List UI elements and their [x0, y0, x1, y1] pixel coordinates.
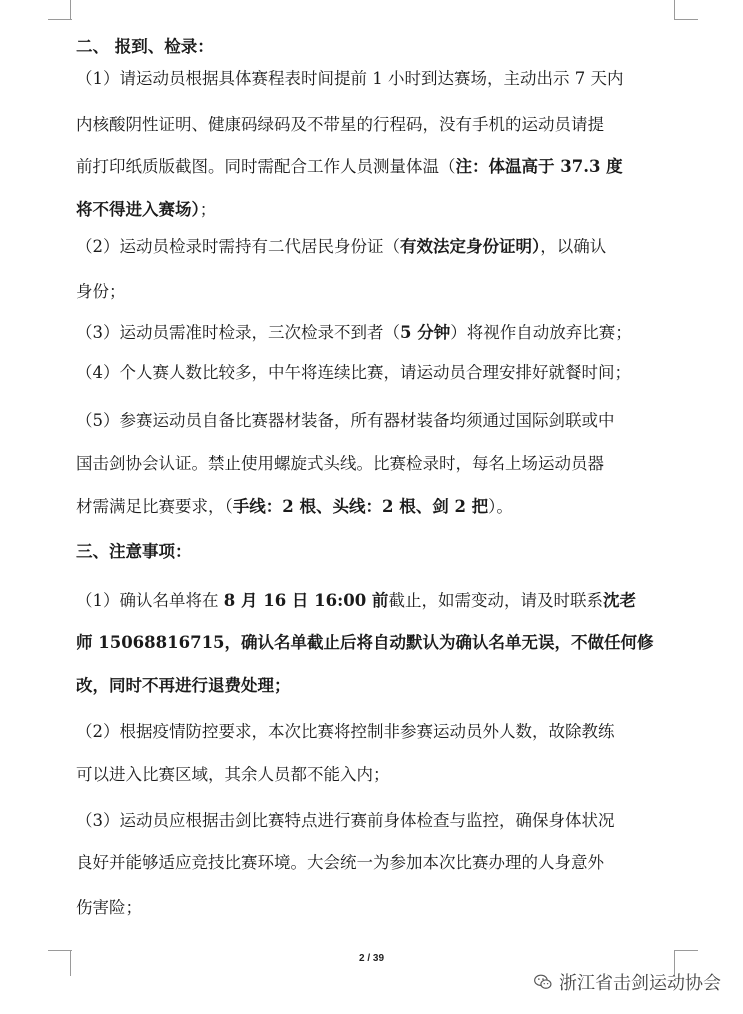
bold-text: 师 15068816715，确认名单截止后将自动默认为确认名单无误，不做任何修	[76, 633, 654, 652]
bold-text: 有效法定身份证明）	[400, 237, 541, 256]
text-run: （1）请运动员根据具体赛程表时间提前 1 小时到达赛场，主动出示 7 天内	[76, 69, 624, 88]
para-line	[76, 760, 676, 790]
para-line	[76, 449, 676, 479]
text-run: （2）根据疫情防控要求，本次比赛将控制非参赛运动员外人数，故除教练	[76, 722, 615, 741]
para-line	[76, 358, 676, 388]
para-line	[76, 195, 676, 225]
text-run: （3）运动员应根据击剑比赛特点进行赛前身体检查与监控，确保身体状况	[76, 811, 615, 830]
para-line	[76, 277, 676, 307]
text-run: 良好并能够适应竞技比赛环境。大会统一为参加本次比赛办理的人身意外	[76, 853, 604, 872]
text-run: ）将视作自动放弃比赛；	[450, 323, 632, 342]
bold-text: 8 月 16 日 16:00 前	[223, 591, 389, 610]
text-run: ，以确认	[540, 237, 607, 256]
text-run: 材需满足比赛要求，（	[76, 497, 233, 516]
bold-text: 三、注意事项：	[76, 542, 192, 561]
para-line	[76, 110, 676, 140]
wechat-icon	[533, 972, 553, 992]
para-line	[76, 492, 676, 522]
text-run: 截止，如需变动，请及时联系	[388, 591, 603, 610]
text-run: 身份；	[76, 282, 126, 301]
para-line	[76, 628, 676, 658]
text-run: （4）个人赛人数比较多，中午将连续比赛，请运动员合理安排好就餐时间；	[76, 363, 631, 382]
bold-text: 注：体温高于 37.3 度	[455, 157, 623, 176]
bold-text: 手线：2 根、头线：2 根、剑 2 把	[232, 497, 489, 516]
para-line	[76, 848, 676, 878]
para-line	[76, 232, 676, 262]
text-run: （2）运动员检录时需持有二代居民身份证（	[76, 237, 400, 256]
bold-text: 5 分钟	[400, 323, 451, 342]
text-run: 前打印纸质版截图。同时需配合工作人员测量体温（	[76, 157, 456, 176]
para-line	[76, 586, 676, 616]
text-run: （3）运动员需准时检录，三次检录不到者（	[76, 323, 400, 342]
para-line	[76, 893, 676, 923]
para-line	[76, 671, 676, 701]
para-line	[76, 64, 676, 94]
para-line	[76, 806, 676, 836]
section-heading	[76, 32, 676, 62]
page-number: 2 / 39	[358, 953, 385, 964]
text-run: 伤害险；	[76, 898, 142, 917]
watermark	[533, 967, 721, 997]
section-heading	[76, 537, 676, 567]
bold-text: 改，同时不再进行退费处理；	[76, 676, 291, 695]
text-run: （5）参赛运动员自备比赛器材装备，所有器材装备均须通过国际剑联或中	[76, 411, 615, 430]
bold-text: 沈老	[602, 591, 636, 610]
bold-text: 将不得进入赛场）	[76, 200, 200, 219]
text-run: 国击剑协会认证。禁止使用螺旋式头线。比赛检录时，每名上场运动员器	[76, 454, 604, 473]
bold-text: 二、 报到、检录：	[76, 37, 214, 56]
para-line	[76, 406, 676, 436]
para-line	[76, 318, 676, 348]
para-line	[76, 717, 676, 747]
text-run: ）。	[488, 497, 513, 516]
text-run: 可以进入比赛区域，其余人员都不能入内；	[76, 765, 390, 784]
text-run: ；	[199, 200, 217, 219]
text-run: （1）确认名单将在	[76, 591, 224, 610]
watermark-text: 浙江省击剑运动协会	[559, 973, 721, 994]
text-run: 内核酸阴性证明、健康码绿码及不带星的行程码，没有手机的运动员请提	[76, 115, 604, 134]
para-line	[76, 152, 676, 182]
